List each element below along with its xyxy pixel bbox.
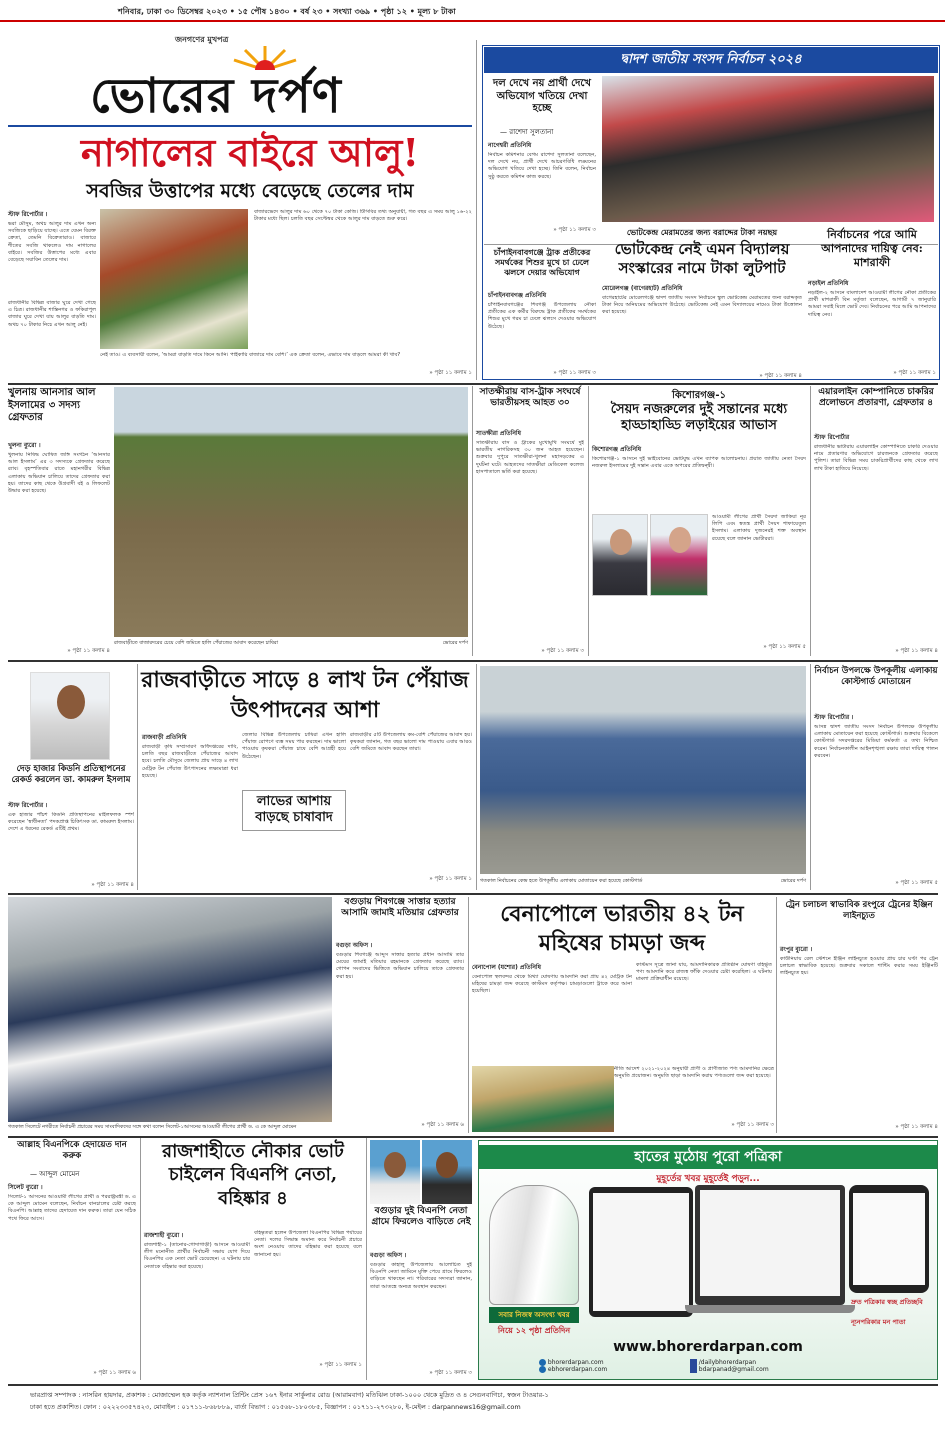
satkhira-headline: সাতক্ষীরায় বাস-ট্রাক সংঘর্ষে ভারতীয়সহ আহত ৩০ xyxy=(479,387,581,409)
bogura-murder-col xyxy=(336,940,464,1130)
khulna-continued: » পৃষ্ঠা ১১ কলাম ৪ xyxy=(67,648,110,654)
lead-body-3: বাজারভেদে আলুর দাম ৬০ থেকে ৭০ টাকা কেজি। টিসিবির তথ্য অনুযায়ী, গত বছর এ সময় আলু ১৬-২২ টাকার মধ্যে ছিল। চলতি বছর সেপ্টেম্বর থেকে আলুর দাম বাড়তে শুরু করে। xyxy=(254,209,472,223)
lead-body-4: নেই তাও। এ ব্যবসায়ী বলেন, ‘আমরা বাড়তি দামে কিনে আনি। পাইকারি বাজারে দাম বেশি।’ এক ক্রেতা বলেন, এভাবে দাম বাড়লে আমরা কী খাব? xyxy=(100,352,401,358)
bogura-murder-headline: বগুড়ায় শিবগঞ্জে সাত্তার হত্যার আসামি জামাই মতিয়ার গ্রেফতার xyxy=(341,897,459,919)
kamrul-portrait xyxy=(30,672,110,760)
ad-url[interactable]: www.bhorerdarpan.com xyxy=(613,1339,803,1355)
airline-byline: স্টাফ রিপোর্টার xyxy=(814,434,850,441)
election3-col xyxy=(602,283,802,378)
kishoreganj-col1 xyxy=(592,444,806,514)
airline-headline: এয়ারলাইন কোম্পানিতে চাকরির প্রলোভনে প্রতারণা, গ্রেফতার ৪ xyxy=(818,387,934,409)
onion-body-1: রাজবাড়ী কৃষি সম্প্রসারণ অধিদপ্তরের দাবি, চলতি বছর রাজবাড়ীতে পেঁয়াজের আবাদ হবে। চলতি মৌসুমে জেলায় প্রায় সাড়ে ৪ লাখ মেট্রিক টন পেঁয়াজ উৎপাদনের লক্ষ্যমাত্রা ধরা হয়েছে। xyxy=(142,744,238,779)
airline-continued: » পৃষ্ঠা ১১ কলাম ৪ xyxy=(895,648,938,654)
kishoreganj-col2 xyxy=(712,514,806,656)
election3-kicker: ভোটকেন্দ্র মেরামতের জন্য বরাদ্দের টাকা নয়ছয় xyxy=(626,228,778,237)
election2-byline: চাঁপাইনবাবগঞ্জ প্রতিনিধি xyxy=(488,292,547,299)
ad-rolled-newspaper xyxy=(489,1185,579,1305)
train-col xyxy=(780,944,938,1132)
ad-social-web[interactable]: bhorerdarpan.com xyxy=(547,1359,604,1366)
coastguard-photo xyxy=(480,666,806,874)
train-byline: রংপুর ব্যুরো । xyxy=(780,946,813,953)
ad-special: সবার নিজস্ব অসংখ্য খবর xyxy=(489,1307,579,1323)
onion-field-caption: রাজবাড়ীতে বাজারদরের চেয়ে বেশি জমিতে হালি পেঁয়াজের আবাদ করেছেন চাষিরা xyxy=(114,640,279,646)
election2-body: চাঁপাইনবাবগঞ্জের শিবগঞ্জ উপজেলায় নৌকা প্রতীকের এক কর্মীর বিরুদ্ধে ট্রাক প্রতীকের সমর্থকের শিশুর মুখে গরম চা ঢেলে ঝলসে দেওয়ার অভিযোগ উঠেছে। xyxy=(488,302,596,330)
airline-body: রাজধানীর ভাটারায় এয়ারলাইন কোম্পানিতে চাকরি দেওয়ার নামে প্রতারণার অভিযোগে চারজনকে গ্রেফতার করেছে পুলিশ। তারা বিভিন্ন সময় চাকরিপ্রার্থীদের কাছ থেকে লাখ লাখ টাকা হাতিয়ে নিয়েছে। xyxy=(814,444,938,472)
epaper-ad xyxy=(478,1140,938,1380)
election3-byline: মোরেলগঞ্জ (বাগেরহাট) প্রতিনিধি xyxy=(602,285,683,292)
bogura-bnp-portrait-1 xyxy=(370,1140,420,1204)
train-body: কাউনিয়ায় রেল স্টেশনে ইঞ্জিন লাইনচ্যুত হওয়ার প্রায় চার ঘণ্টা পর ট্রেন চলাচল স্বাভাবিক হয়েছে। শুক্রবার সকালে শান্টিং করার সময় ইঞ্জিনটি লাইনচ্যুত হয়। xyxy=(780,956,938,977)
momen-continued: » পৃষ্ঠা ১১ কলাম ৬ xyxy=(93,1370,136,1376)
lead-byline: স্টাফ রিপোর্টার । xyxy=(8,211,48,218)
ad-headline: হাতের মুঠোয় পুরো পত্রিকা xyxy=(479,1145,937,1169)
kishoreganj-body-1: কিশোরগঞ্জ-১ আসনে দুই ভাইবোনের ভোটযুদ্ধ এখন ব্যাপক আলোচনায়। প্রয়াত জাতীয় নেতা সৈয়দ নজরুল ইসলামের দুই সন্তান এবার একে অপরের প্রতিদ্বন্দ্বী। xyxy=(592,456,806,470)
newspaper-name: ভোরের দর্পণ xyxy=(90,68,342,124)
lead-continued: » পৃষ্ঠা ১১ কলাম ১ xyxy=(429,370,472,376)
sylhet-photo xyxy=(8,897,332,1122)
onion-field-photo xyxy=(114,387,468,637)
rajshahi-col1 xyxy=(144,1230,250,1378)
election3-body: বাগেরহাটের মোরেলগঞ্জে দ্বাদশ জাতীয় সংসদ নির্বাচনে স্কুল ভোটকেন্দ্র মেরামতের জন্য বরাদ্দকৃত টাকা নিয়ে অনিয়মের অভিযোগ উঠেছে। ভোটকেন্দ্র নেই এমন বিদ্যালয়ের নামেও টাকা উত্তোলন করা হয়েছে। xyxy=(602,295,802,316)
benapole-body-2: কাস্টমস সূত্রে জানা যায়, আমদানিকারক প্রতিষ্ঠান ঘোষণা বহির্ভূত পণ্য আমদানি করে রাজস্ব ফাঁকি দেওয়ার চেষ্টা করেছিল। এ ঘটনায় মামলা প্রক্রিয়াধীন রয়েছে। xyxy=(636,962,772,983)
ad-laptop-base xyxy=(685,1305,855,1313)
onion-field-credit: ভোরের দর্পণ xyxy=(442,640,468,646)
momen-quote-by: — আব্দুল মোমেন xyxy=(30,1170,80,1178)
election2-headline: চাঁপাইনবাবগঞ্জে ট্রাক প্রতীকের সমর্থকের শিশুর মুখে চা ঢেলে ঝলসে দেয়ার অভিযোগ xyxy=(493,247,591,277)
lead-body-1: ভরা মৌসুম, অথচ আলুর দাম এখন অন্য সবজিকে ছাড়িয়ে যাচ্ছে। এতে যেমন বিরক্ত ক্রেতা, তেমনি বিক্রেতারাও। বাজারে শীতের সবজি থাকলেও দাম নাগালের বাইরে। সবজির উত্তাপের মধ্যে এবার বেড়েছে সয়াবিন তেলের দাম। xyxy=(8,221,96,263)
momen-col xyxy=(8,1182,136,1378)
epaper-icon xyxy=(539,1366,546,1373)
momen-byline: সিলেট ব্যুরো । xyxy=(8,1184,43,1191)
ad-social-epaper[interactable]: ebhorerdarpan.com xyxy=(547,1366,608,1373)
election-rally-photo xyxy=(602,76,934,222)
election1-quote-by: — রাশেদা সুলতানা xyxy=(500,128,554,136)
onion-col2 xyxy=(242,732,346,788)
kamrul-continued: » পৃষ্ঠা ১১ কলাম ৪ xyxy=(91,882,134,888)
benapole-headline: বেনাপোলে ভারতীয় ৪২ টন মহিষের চামড়া জব্দ xyxy=(500,901,744,956)
momen-body: সিলেট-১ আসনের আওয়ামী লীগের প্রার্থী ও পররাষ্ট্রমন্ত্রী ড. এ কে আব্দুল মোমেন বলেছেন, নির্বাচন বানচালের চেষ্টা করছে বিএনপি। আল্লাহ তাদের হেদায়েত দান করুক। তারা যেন সঠিক পথে ফিরে আসে। xyxy=(8,1194,136,1222)
benapole-col2 xyxy=(636,962,772,1066)
satkhira-byline: সাতক্ষীরা প্রতিনিধি xyxy=(476,430,521,437)
coastguard-photo-caption: গতকাল নির্বাচনের কেন্দ্র হতে উপকূলীয় এলাকায় মোতায়েন করা হয়েছে কোস্টগার্ড xyxy=(480,878,643,884)
coastguard-headline: নির্বাচন উপলক্ষে উপকূলীয় এলাকায় কোস্টগার্ড মোতায়েন xyxy=(814,666,938,687)
coastguard-byline: স্টাফ রিপোর্টার । xyxy=(814,714,854,721)
onion-col1 xyxy=(142,732,238,888)
onion-col3 xyxy=(350,732,472,888)
kamrul-byline: স্টাফ রিপোর্টার । xyxy=(8,802,48,809)
kishoreganj-byline: কিশোরগঞ্জ প্রতিনিধি xyxy=(592,446,642,453)
imprint-line-2: ঢাকা হতে প্রকাশিত। ফোন : ০২২২৩৩৫৭৪২৩, মোবাইল : ০১৭১১-৮৬৮৮৮৯, বার্তা বিভাগ : ০১৫৬৮-১৮০৩৮৫, বিজ্ঞাপন : ০১৭১১-২৭৩২৮০, ই-মেইল : darpannews16@gmail.com xyxy=(30,1403,521,1411)
onion-headline: রাজবাড়ীতে সাড়ে ৪ লাখ টন পেঁয়াজ উৎপাদনের আশা xyxy=(141,667,469,723)
onion-inset: লাভের আশায় বাড়ছে চাষাবাদ xyxy=(242,790,346,831)
sylhet-photo-caption: গতকাল সিলেটে নগরীতে নির্বাচনী প্রচারের সময় সাংবাদিকদের সঙ্গে কথা বলেন সিলেট-১আসনের আওয়ামী লীগের প্রার্থী ড. এ কে আব্দুল মোমেন xyxy=(8,1124,297,1130)
facebook-icon xyxy=(690,1359,697,1366)
khulna-col xyxy=(8,440,110,658)
train-continued: » পৃষ্ঠা ১১ কলাম ৪ xyxy=(895,1124,938,1130)
lead-body-2: রাজধানীর বিভিন্ন বাজার ঘুরে দেখা গেছে এ চিত্র। রাজধানীর শান্তিনগর ও ফকিরাপুল বাজার ঘুরে দেখা যায় আলুর বাড়তি দাম। অথচ ৭০ টাকার নিচে এখন আলু নেই। xyxy=(8,300,96,328)
ad-laptop xyxy=(695,1185,845,1305)
bogura-murder-continued: » পৃষ্ঠা ১১ কলাম ৬ xyxy=(421,1122,464,1128)
coastguard-col xyxy=(814,712,938,888)
benapole-body-3: নীতি আদেশ ২০২১-২০২৪ অনুযায়ী প্রাণী ও প্রাণীজাত পণ্য আমদানির ক্ষেত্রে অনুমতি প্রয়োজন। অনুমতি ছাড়া আমদানি করায় পণ্যগুলো জব্দ করা হয়েছে। xyxy=(614,1066,774,1080)
imprint-line-1: ভারপ্রাপ্ত সম্পাদক : নাসরিন হায়দার, প্রকাশক : মোজাম্মেল হক কর্তৃক ন্যাশনাল প্রিন্টিং প্রেস ১৬৭ ইনার সার্কুলার রোড (আরামবাগ) মতিঝিল ঢাকা-১০০০ থেকে মুদ্রিত ও ৪ সেগুনবাগিচা, স্বজন টাওয়ার-১ xyxy=(30,1391,549,1399)
benapole-body-1: বেনাপোল স্থলবন্দর থেকে মিথ্যা ঘোষণায় আমদানি করা প্রায় ৪২ মেট্রিক টন মহিষের চামড়া জব্দ করেছে কাস্টমস কর্তৃপক্ষ। চামড়াগুলো ট্রাকে করে আনা হয়েছিল। xyxy=(472,974,632,995)
election1-body: নির্বাচন কমিশনার বেগম রাশেদা সুলতানা বলেছেন, দল দেখে নয়, প্রার্থী দেখে আচরণবিধি লঙ্ঘনের অভিযোগ খতিয়ে দেখা হচ্ছে। তিনি বলেন, নির্বাচন সুষ্ঠু করতে কমিশন কাজ করছে। xyxy=(488,152,596,180)
satkhira-body: সাতক্ষীরায় বাস ও ট্রাকের মুখোমুখি সংঘর্ষে দুই ভারতীয় নাগরিকসহ ৩০ জন আহত হয়েছেন। শুক্রবার দুপুরে সাতক্ষীরা-খুলনা মহাসড়কের এ দুর্ঘটনা ঘটে। আহতদের সাতক্ষীরা মেডিকেল কলেজ হাসপাতালে ভর্তি করা হয়েছে। xyxy=(476,440,584,475)
bogura-murder-body: বগুড়ার শিবগঞ্জে আব্দুস সাত্তার হত্যার প্রধান আসামি তার মেয়ের জামাই মতিয়ার রহমানকে গ্রেফতার করেছে র‌্যাব। গোপন সংবাদের ভিত্তিতে অভিযান চালিয়ে তাকে গ্রেফতার করা হয়। xyxy=(336,952,464,980)
tagline: জনগণের মুখপত্র xyxy=(175,35,229,44)
khulna-byline: খুলনা ব্যুরো । xyxy=(8,442,41,449)
rajshahi-continued: » পৃষ্ঠা ১১ কলাম ১ xyxy=(319,1362,362,1368)
election1-continued: » পৃষ্ঠা ১১ কলাম ৩ xyxy=(553,227,596,233)
election2-continued: » পৃষ্ঠা ১১ কলাম ৩ xyxy=(553,370,596,376)
kishoreganj-continued: » পৃষ্ঠা ১১ কলাম ৫ xyxy=(763,644,806,650)
kishoreganj-headline: সৈয়দ নজরুলের দুই সন্তানের মধ্যে হাড্ডাহাড্ডি লড়াইয়ের আভাস xyxy=(610,402,788,434)
election4-headline: নির্বাচনের পরে আমি আপনাদের দায়িত্ব নেব: মাশরাফী xyxy=(821,228,923,269)
onion-body-3: রাজবাড়ীর ৫টি উপজেলায় কম-বেশি পেঁয়াজের আবাদ হয়। কৃষকরা জানান, গত বছর ভালো দাম পাওয়ায় এবার আরও বেশি জমিতে আবাদ করছেন তারা। xyxy=(350,732,472,753)
benapole-continued: » পৃষ্ঠা ১১ কলাম ৩ xyxy=(731,1122,774,1128)
kamrul-body: এক হাজার পাঁচশ কিডনি প্রতিস্থাপনের মাইলফলক স্পর্শ করেছেন ‘স্বাধীনতা’ পদকপ্রাপ্ত চিকিৎসক ডা. কামরুল ইসলাম। দেশে এ ধরনের রেকর্ড এটিই প্রথম। xyxy=(8,812,134,833)
bogura-bnp-continued: » পৃষ্ঠা ১১ কলাম ৩ xyxy=(429,1370,472,1376)
kishoreganj-kicker: কিশোরগঞ্জ-১ xyxy=(672,390,726,401)
ad-tablet xyxy=(589,1187,693,1317)
bogura-bnp-headline: বগুড়ার দুই বিএনপি নেতা গ্রামে ফিরলেও বাড়িতে নেই xyxy=(371,1206,471,1228)
benapole-col3 xyxy=(614,1066,774,1132)
rajshahi-body-1: রাজশাহী-১ (তানোর-গোদাগাড়ী) আসনে আওয়ামী লীগ মনোনীত প্রার্থীর নির্বাচনী সভায় যোগ দিয়ে বিএনপির এক নেতা ভোট চেয়েছেন। এ ঘটনায় চার নেতাকে বহিষ্কার করা হয়েছে। xyxy=(144,1242,250,1270)
lead-col2 xyxy=(8,300,96,370)
ad-feature-1: দ্রুত পত্রিকার স্বচ্ছ প্রতিচ্ছবি xyxy=(851,1298,923,1306)
khulna-headline: খুলনায় আনসার আল ইসলামের ৩ সদস্য গ্রেফতার xyxy=(8,387,96,423)
rajshahi-headline: রাজশাহীতে নৌকার ভোট চাইলেন বিএনপি নেতা, বহিষ্কার ৪ xyxy=(162,1141,344,1209)
kamrul-headline: দেড় হাজার কিডনি প্রতিস্থাপনের রেকর্ড করলেন ডা. কামরুল ইসলাম xyxy=(11,764,131,785)
lead-col3 xyxy=(254,209,472,352)
train-headline: ট্রেন চলাচল স্বাভাবিক রংপুরে ট্রেনের ইঞ্জিন লাইনচ্যুত xyxy=(785,900,933,921)
onion-continued: » পৃষ্ঠা ১১ কলাম ১ xyxy=(429,876,472,882)
airline-col xyxy=(814,432,938,656)
election1-col xyxy=(488,140,596,240)
election1-byline: নাগেশ্বরী প্রতিনিধি xyxy=(488,142,532,149)
coastguard-continued: » পৃষ্ঠা ১১ কলাম ৫ xyxy=(895,880,938,886)
benapole-byline: বেনাপোল (যশোর) প্রতিনিধি xyxy=(472,964,541,971)
rajshahi-col2 xyxy=(254,1230,362,1378)
election4-body: নড়াইল-২ আসনে বাংলাদেশ আওয়ামী লীগের নৌকা প্রতীকের প্রার্থী মাশরাফী বিন মর্তুজা বলেছেন, আগামী ৭ জানুয়ারি আমরা সবাই মিলে ভোট দেব। নির্বাচনের পরে আমি আপনাদের দায়িত্ব নেব। xyxy=(808,290,936,318)
email-icon xyxy=(690,1366,697,1373)
election2-col xyxy=(488,290,596,378)
onion-byline: রাজবাড়ী প্রতিনিধি xyxy=(142,734,187,741)
benapole-col1 xyxy=(472,962,632,1066)
web-icon xyxy=(539,1359,546,1366)
bogura-bnp-col xyxy=(370,1250,472,1378)
ad-pages: নিয়ে ১২ পৃষ্ঠা প্রতিদিন xyxy=(497,1326,571,1335)
bogura-bnp-byline: বগুড়া অফিস । xyxy=(370,1252,407,1259)
election4-col xyxy=(808,278,936,378)
bogura-bnp-portrait-2 xyxy=(422,1140,472,1204)
election4-byline: নড়াইল প্রতিনিধি xyxy=(808,280,849,287)
election3-continued: » পৃষ্ঠা ১১ কলাম ৪ xyxy=(759,373,802,379)
rajshahi-body-2: বহিষ্কৃতরা হলেন উপজেলা বিএনপির বিভিন্ন পর্যায়ের নেতা। দলের সিদ্ধান্ত অমান্য করে নির্বাচনী প্রচারে অংশ নেওয়ায় তাদের বহিষ্কার করা হয়েছে বলে জানানো হয়। xyxy=(254,1230,362,1258)
election3-headline: ভোটকেন্দ্র নেই এমন বিদ্যালয় সংস্কারের নামে টাকা লুটপাট xyxy=(614,240,790,277)
vegetable-market-photo xyxy=(100,209,248,349)
ad-feature-2: ন্যূনপরিকার মন পাতা xyxy=(851,1318,906,1326)
bogura-bnp-body: বগুড়ার কাহালু উপজেলায় আলোচিত দুই বিএনপি নেতা জামিনে মুক্তি পেয়ে গ্রামে ফিরলেও বাড়িতে থাকছেন না। পরিবারের সদস্যরা জানান, তারা আতঙ্কে অন্যত্র অবস্থান করছেন। xyxy=(370,1262,472,1290)
lead-col4 xyxy=(100,352,472,378)
coastguard-photo-credit: ভোরের দর্পণ xyxy=(780,878,806,884)
kishoreganj-portrait-2 xyxy=(650,514,708,596)
satkhira-col xyxy=(476,428,584,656)
kamrul-col xyxy=(8,800,134,888)
election1-headline: দল দেখে নয় প্রার্থী দেখে অভিযোগ খতিয়ে দেখা হচ্ছে xyxy=(493,78,591,114)
ad-social-email[interactable]: bdarpanad@gmail.com xyxy=(698,1366,769,1373)
kishoreganj-body-2: আওয়ামী লীগের প্রার্থী সৈয়দা জাকিয়া নূর লিপি এবং স্বতন্ত্র প্রার্থী সৈয়দ শাফায়েতুল ইসলাম। এলাকায় দুজনেরই শক্ত অবস্থান রয়েছে বলে জানান ভোটাররা। xyxy=(712,514,806,542)
kishoreganj-portrait-1 xyxy=(592,514,648,596)
dateline xyxy=(0,0,945,22)
rajshahi-byline: রাজশাহী ব্যুরো । xyxy=(144,1232,184,1239)
ad-social-facebook[interactable]: /dailybhorerdarpan xyxy=(698,1359,757,1366)
ad-social-row xyxy=(539,1359,879,1373)
election4-continued: » পৃষ্ঠা ১১ কলাম ১ xyxy=(893,370,936,376)
onion-body-2: জেলার বিভিন্ন উপজেলায় চাষিরা এখন হালি পেঁয়াজ রোপণে ব্যস্ত সময় পার করছেন। দাম ভালো পাওয়ায় কৃষকরা পেঁয়াজ চাষে বেশি আগ্রহী হয়ে উঠেছেন। xyxy=(242,732,346,760)
ad-phone xyxy=(849,1185,929,1293)
satkhira-continued: » পৃষ্ঠা ১১ কলাম ৩ xyxy=(541,648,584,654)
lead-headline: নাগালের বাইরে আলু! xyxy=(81,130,419,175)
election-banner-title: দ্বাদশ জাতীয় সংসদ নির্বাচন ২০২৪ xyxy=(620,52,802,67)
masthead xyxy=(80,30,440,124)
ad-subhead: মুহূর্তের খবর মুহূর্তেই পড়ুন... xyxy=(656,1174,760,1184)
coastguard-body: আসন্ন দ্বাদশ জাতীয় সংসদ নির্বাচন উপলক্ষে উপকূলীয় এলাকায় মোতায়েন করা হয়েছে কোস্টগার্ড। শুক্রবার বিকেলে কোস্টগার্ড সদরদপ্তরের মিডিয়া কর্মকর্তা এ তথ্য নিশ্চিত করেন। নির্বাচনকালীন আইনশৃঙ্খলা রক্ষায় তারা দায়িত্ব পালন করবেন। xyxy=(814,724,938,759)
dateline-text: শনিবার, ঢাকা ৩০ ডিসেম্বর ২০২৩ • ১৫ পৌষ ১৪৩০ • বর্ষ ২৩ • সংখ্যা ৩৬৯ • পৃষ্ঠা ১২ • মূল্য ৮ টাকা xyxy=(118,7,456,16)
lead-subhead: সবজির উত্তাপের মধ্যে বেড়েছে তেলের দাম xyxy=(86,180,414,202)
bogura-murder-byline: বগুড়া অফিস । xyxy=(336,942,373,949)
momen-headline: আল্লাহ বিএনপিকে হেদায়েত দান করুক xyxy=(17,1140,127,1161)
khulna-body: খুলনায় নিষিদ্ধ ঘোষিত জঙ্গি সংগঠন ‘আনসার আল ইসলাম’ এর ৩ সদস্যকে গ্রেফতার করেছে র‌্যাব। বৃহস্পতিবার রাতে মহানগরীর বিভিন্ন এলাকায় অভিযান চালিয়ে তাদের গ্রেফতার করা হয়। তাদের কাছ থেকে উগ্রবাদী বই ও লিফলেট উদ্ধার করা হয়েছে। xyxy=(8,452,110,494)
